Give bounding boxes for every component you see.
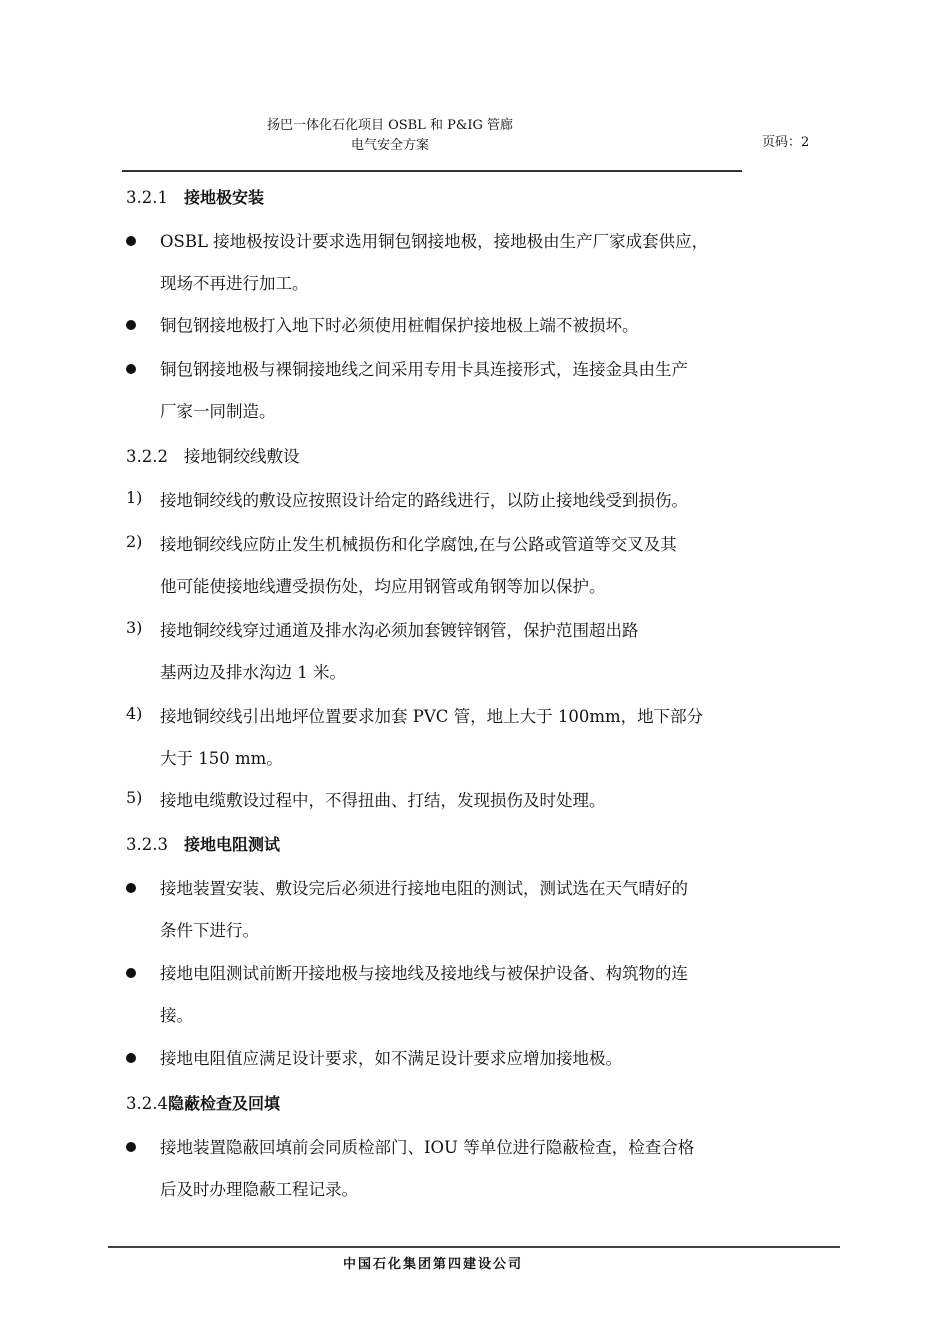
list-item-text: 铜包钢接地极与裸铜接地线之间采用专用卡具连接形式，连接金具由生产	[160, 360, 688, 379]
section-number: 3.2.3	[126, 835, 168, 854]
list-item-text: 接地铜绞线的敷设应按照设计给定的路线进行，以防止接地线受到损伤。	[160, 491, 688, 510]
section-heading-3-2-1	[126, 185, 264, 208]
list-item-text: 他可能使接地线遭受损伤处，均应用钢管或角钢等加以保护。	[160, 577, 606, 596]
section-title: 接地铜绞线敷设	[184, 447, 300, 466]
list-item-text: 接地铜绞线应防止发生机械损伤和化学腐蚀,在与公路或管道等交叉及其	[160, 535, 677, 554]
section-heading-3-2-4	[126, 1091, 280, 1114]
list-item-text: 接地电缆敷设过程中，不得扭曲、打结，发现损伤及时处理。	[160, 791, 606, 810]
list-marker: 5)	[126, 788, 143, 807]
section-number: 3.2.1	[126, 188, 168, 207]
footer-divider	[108, 1246, 840, 1248]
section-title: 接地极安装	[184, 188, 265, 207]
bullet-icon	[126, 1053, 136, 1063]
section-number: 3.2.4	[126, 1094, 168, 1113]
header-title-line-2: 电气安全方案	[350, 138, 429, 153]
list-item-text: 现场不再进行加工。	[160, 274, 309, 293]
list-item-text: 条件下进行。	[160, 921, 259, 940]
list-item-text: 后及时办理隐蔽工程记录。	[160, 1180, 358, 1199]
list-marker: 2)	[126, 532, 143, 551]
list-item-text: 接地装置隐蔽回填前会同质检部门、IOU 等单位进行隐蔽检查，检查合格	[160, 1138, 695, 1157]
bullet-icon	[126, 968, 136, 978]
header-title-line-1: 扬巴一体化石化项目 OSBL 和 P&IG 管廊	[266, 118, 514, 133]
page-number: 页码：2	[762, 135, 810, 150]
bullet-icon	[126, 320, 136, 330]
list-item-text: 基两边及排水沟边 1 米。	[160, 663, 346, 682]
list-item-text: 厂家一同制造。	[160, 402, 276, 421]
bullet-icon	[126, 236, 136, 246]
bullet-icon	[126, 1142, 136, 1152]
bullet-icon	[126, 364, 136, 374]
list-item-text: OSBL 接地极按设计要求选用铜包钢接地极，接地极由生产厂家成套供应，	[160, 232, 709, 251]
list-item-text: 接地铜绞线穿过通道及排水沟必须加套镀锌钢管，保护范围超出路	[160, 621, 639, 640]
section-title: 隐蔽检查及回填	[168, 1094, 281, 1113]
section-heading-3-2-2	[126, 443, 300, 467]
list-item-text: 接地铜绞线引出地坪位置要求加套 PVC 管，地上大于 100mm，地下部分	[160, 707, 704, 726]
list-marker: 1)	[126, 488, 143, 507]
list-item-text: 接。	[160, 1006, 193, 1025]
section-title: 接地电阻测试	[184, 835, 281, 854]
list-item-text: 铜包钢接地极打入地下时必须使用桩帽保护接地极上端不被损坏。	[160, 316, 639, 335]
list-marker: 3)	[126, 618, 143, 637]
section-number: 3.2.2	[126, 447, 168, 466]
footer-company: 中国石化集团第四建设公司	[342, 1257, 523, 1272]
list-item-text: 接地装置安装、敷设完后必须进行接地电阻的测试，测试选在天气晴好的	[160, 879, 688, 898]
list-item-text: 接地电阻测试前断开接地极与接地线及接地线与被保护设备、构筑物的连	[160, 964, 688, 983]
list-item-text: 接地电阻值应满足设计要求，如不满足设计要求应增加接地极。	[160, 1049, 622, 1068]
list-item-text: 大于 150 mm。	[160, 749, 283, 768]
document-header-title	[180, 116, 600, 156]
list-marker: 4)	[126, 704, 143, 723]
bullet-icon	[126, 883, 136, 893]
header-divider	[122, 170, 742, 172]
section-heading-3-2-3	[126, 832, 280, 855]
